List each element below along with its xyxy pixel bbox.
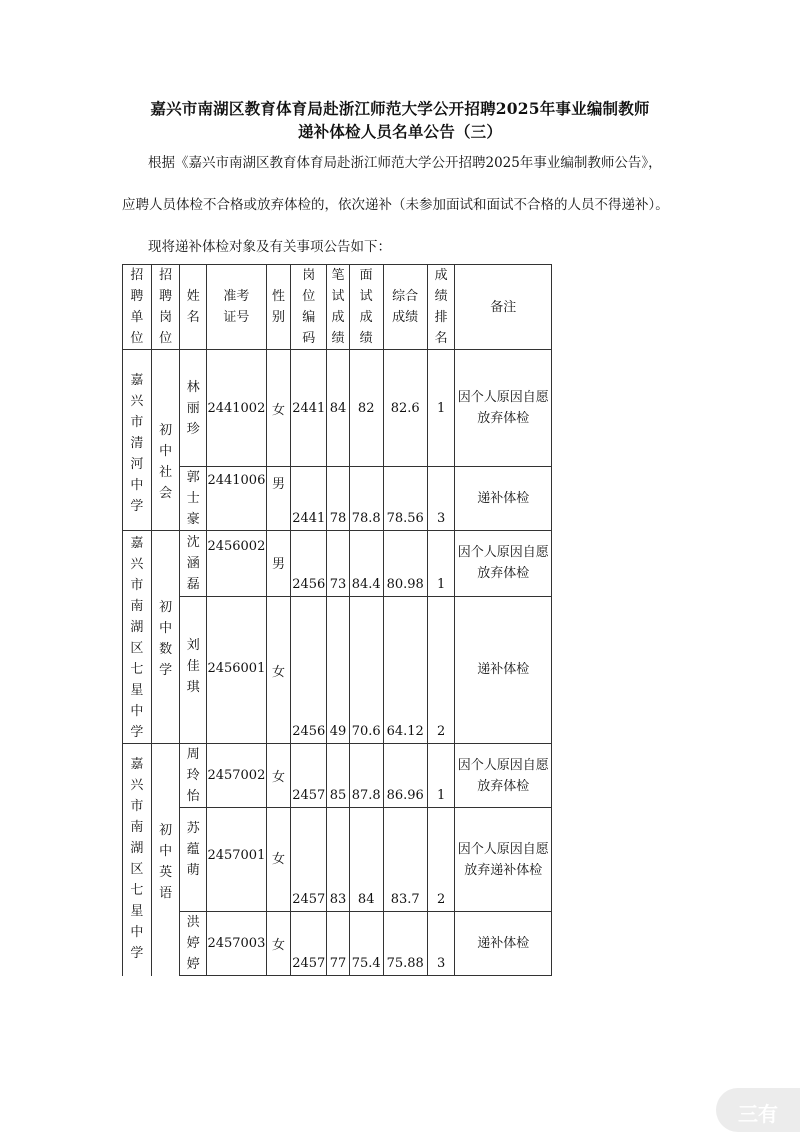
written-cell: 49 xyxy=(327,596,350,743)
interview-cell: 84 xyxy=(349,808,383,912)
table-row xyxy=(123,531,552,597)
candidate-table xyxy=(122,264,552,976)
name-cell: 沈涵磊 xyxy=(180,531,207,597)
header-position: 招聘岗位 xyxy=(151,265,180,350)
post-code-cell: 2441 xyxy=(291,350,327,467)
post-code-cell: 2457 xyxy=(291,744,327,808)
title-line-2: 递补体检人员名单公告（三） xyxy=(297,122,503,141)
interview-cell: 75.4 xyxy=(349,912,383,976)
total-cell: 64.12 xyxy=(383,596,427,743)
position-cell: 初中数学 xyxy=(151,531,180,744)
interview-cell: 78.8 xyxy=(349,467,383,531)
gender-cell: 男 xyxy=(266,531,291,597)
table-row xyxy=(123,808,552,912)
exam-no-cell: 2457003 xyxy=(207,912,267,976)
total-cell: 83.7 xyxy=(383,808,427,912)
header-unit: 招聘单位 xyxy=(123,265,152,350)
unit-cell: 嘉兴市南湖区七星中学 xyxy=(123,531,152,744)
remark-cell: 因个人原因自愿放弃递补体检 xyxy=(455,808,552,912)
exam-no-cell: 2456002 xyxy=(207,531,267,597)
table-header-row xyxy=(123,265,552,350)
written-cell: 78 xyxy=(327,467,350,531)
name-cell: 刘佳琪 xyxy=(180,596,207,743)
rank-cell: 1 xyxy=(427,350,455,467)
rank-cell: 2 xyxy=(427,808,455,912)
rank-cell: 1 xyxy=(427,531,455,597)
unit-cell: 嘉兴市清河中学 xyxy=(123,350,152,531)
header-exam-no: 准考证号 xyxy=(207,265,267,350)
remark-cell: 因个人原因自愿放弃体检 xyxy=(455,744,552,808)
gender-cell: 女 xyxy=(266,744,291,808)
post-code-cell: 2456 xyxy=(291,531,327,597)
gender-cell: 男 xyxy=(266,467,291,531)
name-cell: 林丽珍 xyxy=(180,350,207,467)
remark-cell: 递补体检 xyxy=(455,467,552,531)
gender-cell: 女 xyxy=(266,808,291,912)
watermark-logo-text: 三有 xyxy=(738,1102,778,1126)
remark-cell: 因个人原因自愿放弃体检 xyxy=(455,531,552,597)
table-row xyxy=(123,912,552,976)
position-cell: 初中英语 xyxy=(151,744,180,976)
rank-cell: 3 xyxy=(427,467,455,531)
rank-cell: 3 xyxy=(427,912,455,976)
table-row xyxy=(123,467,552,531)
post-code-cell: 2457 xyxy=(291,912,327,976)
written-cell: 77 xyxy=(327,912,350,976)
name-cell: 周玲怡 xyxy=(180,744,207,808)
intro-paragraph-2: 应聘人员体检不合格或放弃体检的，依次递补（未参加面试和面试不合格的人员不得递补）。 xyxy=(122,197,669,213)
header-rank: 成绩排名 xyxy=(427,265,455,350)
name-cell: 洪婷婷 xyxy=(180,912,207,976)
rank-cell: 1 xyxy=(427,744,455,808)
total-cell: 82.6 xyxy=(383,350,427,467)
total-cell: 86.96 xyxy=(383,744,427,808)
exam-no-cell: 2441002 xyxy=(207,350,267,467)
intro-paragraph-3: 现将递补体检对象及有关事项公告如下： xyxy=(148,239,391,255)
interview-cell: 82 xyxy=(349,350,383,467)
written-cell: 83 xyxy=(327,808,350,912)
remark-cell: 因个人原因自愿放弃体检 xyxy=(455,350,552,467)
gender-cell: 女 xyxy=(266,596,291,743)
exam-no-cell: 2441006 xyxy=(207,467,267,531)
total-cell: 80.98 xyxy=(383,531,427,597)
exam-no-cell: 2457001 xyxy=(207,808,267,912)
total-cell: 78.56 xyxy=(383,467,427,531)
post-code-cell: 2456 xyxy=(291,596,327,743)
written-cell: 84 xyxy=(327,350,350,467)
header-post-code: 岗位编码 xyxy=(291,265,327,350)
header-remark: 备注 xyxy=(455,265,552,350)
header-total: 综合成绩 xyxy=(383,265,427,350)
title-line-1: 嘉兴市南湖区教育体育局赴浙江师范大学公开招聘2025年事业编制教师 xyxy=(150,99,650,118)
post-code-cell: 2457 xyxy=(291,808,327,912)
remark-cell: 递补体检 xyxy=(455,912,552,976)
interview-cell: 70.6 xyxy=(349,596,383,743)
interview-cell: 87.8 xyxy=(349,744,383,808)
unit-cell: 嘉兴市南湖区七星中学 xyxy=(123,744,152,976)
intro-paragraph-1: 根据《嘉兴市南湖区教育体育局赴浙江师范大学公开招聘2025年事业编制教师公告》， xyxy=(148,155,662,171)
interview-cell: 84.4 xyxy=(349,531,383,597)
header-name: 姓名 xyxy=(180,265,207,350)
position-cell: 初中社会 xyxy=(151,350,180,531)
rank-cell: 2 xyxy=(427,596,455,743)
gender-cell: 女 xyxy=(266,350,291,467)
gender-cell: 女 xyxy=(266,912,291,976)
post-code-cell: 2441 xyxy=(291,467,327,531)
table-row xyxy=(123,350,552,467)
table-row xyxy=(123,596,552,743)
header-written: 笔试成绩 xyxy=(327,265,350,350)
header-interview: 面试成绩 xyxy=(349,265,383,350)
exam-no-cell: 2457002 xyxy=(207,744,267,808)
watermark-badge xyxy=(716,1088,800,1132)
exam-no-cell: 2456001 xyxy=(207,596,267,743)
remark-cell: 递补体检 xyxy=(455,596,552,743)
table-row xyxy=(123,744,552,808)
name-cell: 郭士豪 xyxy=(180,467,207,531)
total-cell: 75.88 xyxy=(383,912,427,976)
header-gender: 性别 xyxy=(266,265,291,350)
written-cell: 85 xyxy=(327,744,350,808)
name-cell: 苏蕴萌 xyxy=(180,808,207,912)
written-cell: 73 xyxy=(327,531,350,597)
